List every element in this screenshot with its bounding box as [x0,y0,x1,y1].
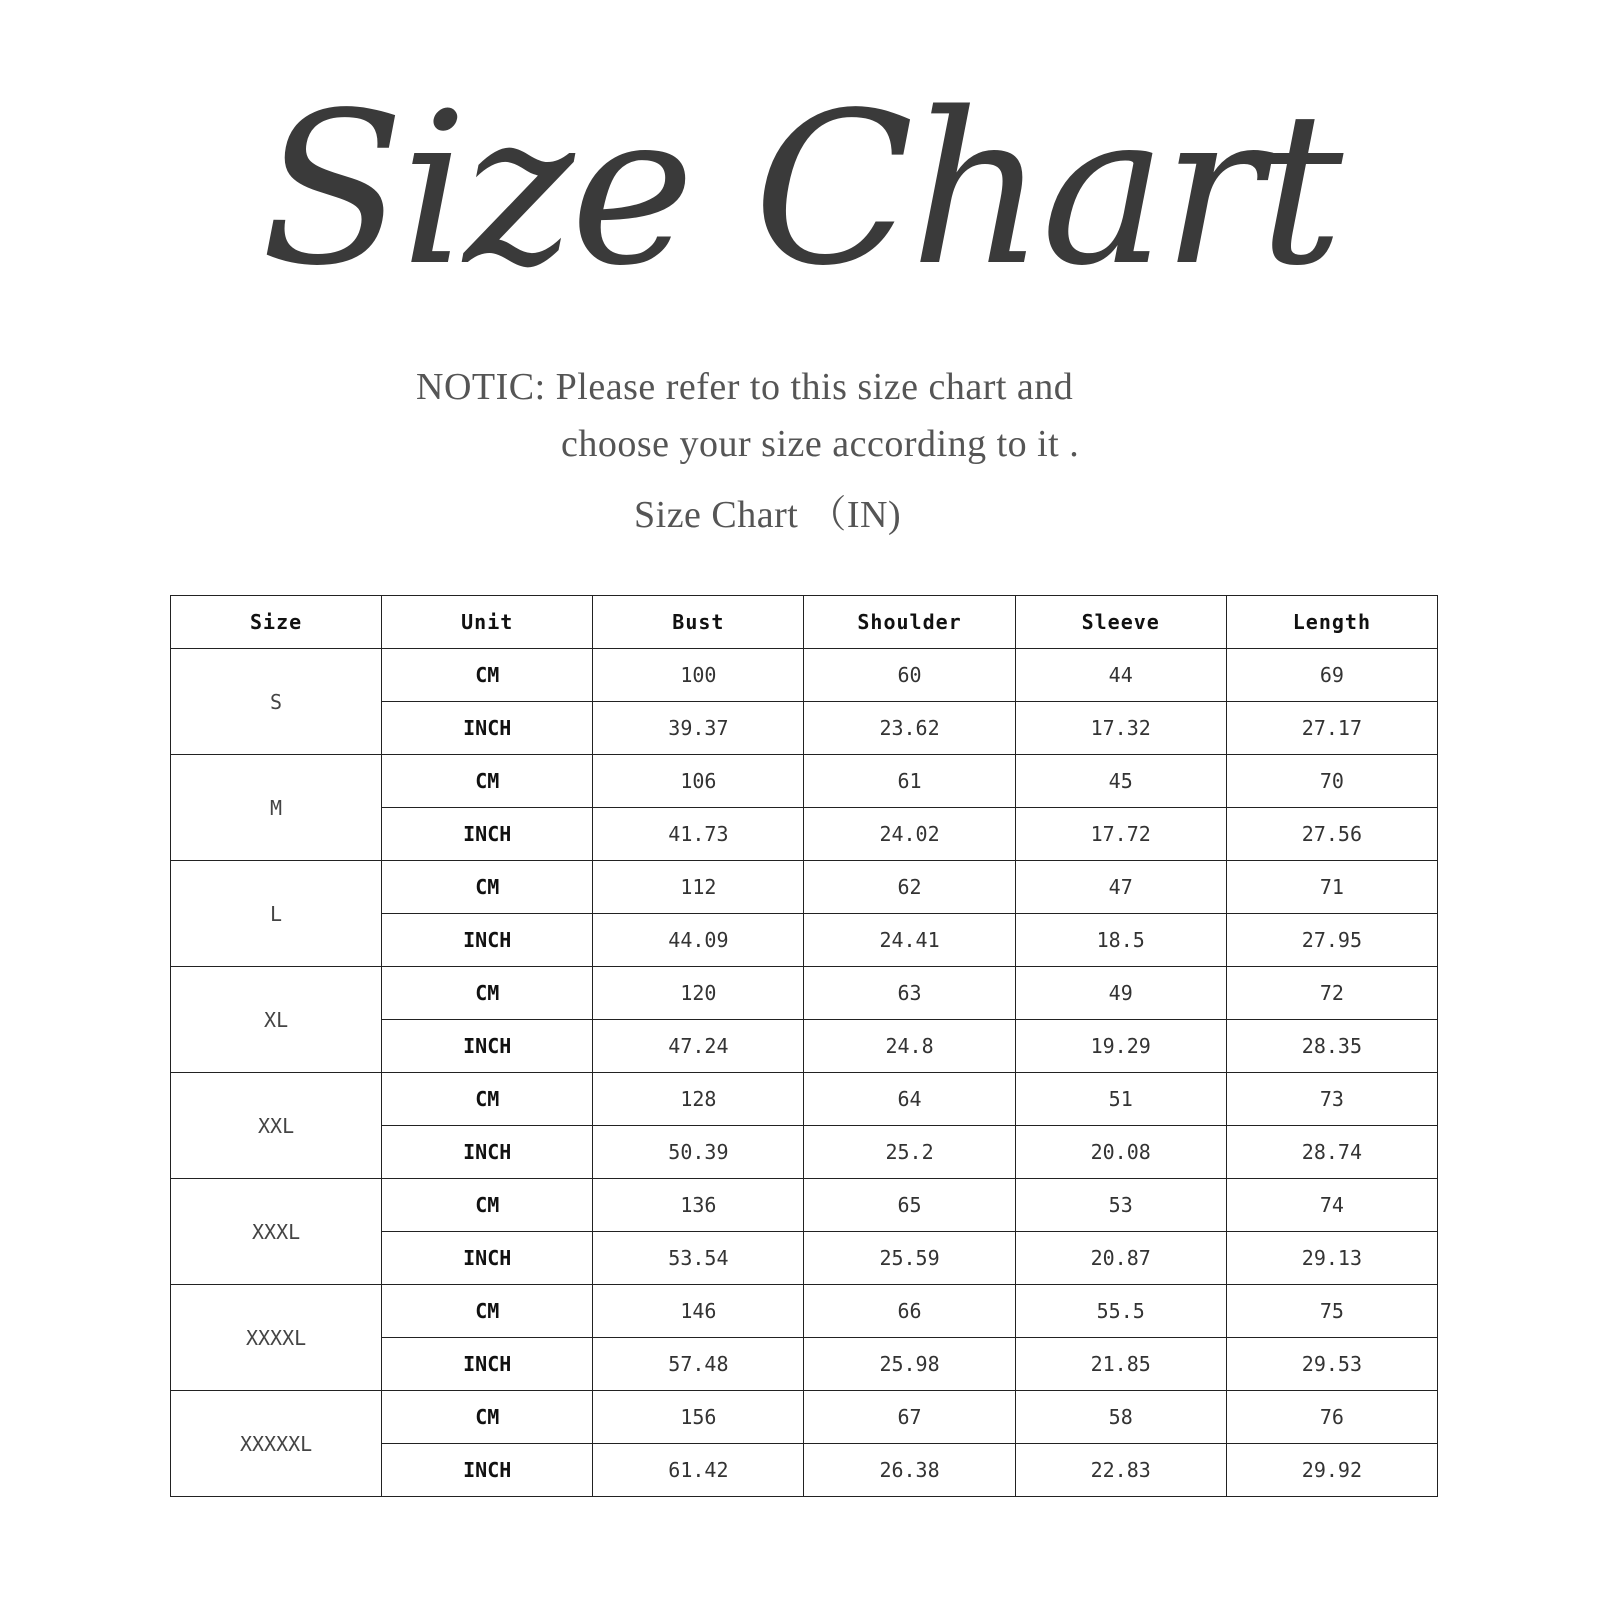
header-size: Size [171,596,382,649]
sleeve-cell: 47 [1015,861,1226,914]
unit-cell: INCH [382,1338,593,1391]
unit-cell: CM [382,1391,593,1444]
table-row [171,1285,1438,1338]
notice-line-2: choose your size according to it . [561,423,1080,465]
sleeve-cell: 51 [1015,1073,1226,1126]
unit-cell: INCH [382,914,593,967]
header-bust: Bust [593,596,804,649]
size-cell: XXXL [171,1179,382,1285]
bust-cell: 57.48 [593,1338,804,1391]
size-cell: M [171,755,382,861]
shoulder-cell: 61 [804,755,1015,808]
sleeve-cell: 18.5 [1015,914,1226,967]
table-header-row [171,596,1438,649]
bust-cell: 100 [593,649,804,702]
length-cell: 28.35 [1226,1020,1437,1073]
length-cell: 27.56 [1226,808,1437,861]
sleeve-cell: 20.08 [1015,1126,1226,1179]
table-row [171,1179,1438,1232]
bust-cell: 41.73 [593,808,804,861]
header-unit: Unit [382,596,593,649]
notice-subtitle: Size Chart （IN) [634,494,902,536]
unit-cell: CM [382,1285,593,1338]
shoulder-cell: 66 [804,1285,1015,1338]
sleeve-cell: 21.85 [1015,1338,1226,1391]
bust-cell: 50.39 [593,1126,804,1179]
shoulder-cell: 60 [804,649,1015,702]
shoulder-cell: 24.41 [804,914,1015,967]
sleeve-cell: 17.32 [1015,702,1226,755]
length-cell: 73 [1226,1073,1437,1126]
bust-cell: 47.24 [593,1020,804,1073]
shoulder-cell: 25.59 [804,1232,1015,1285]
sleeve-cell: 22.83 [1015,1444,1226,1497]
table-row [171,1391,1438,1444]
size-cell: XL [171,967,382,1073]
length-cell: 28.74 [1226,1126,1437,1179]
bust-cell: 120 [593,967,804,1020]
bust-cell: 128 [593,1073,804,1126]
header-length: Length [1226,596,1437,649]
page-title: Size Chart [260,67,1340,312]
unit-cell: INCH [382,1020,593,1073]
size-cell: S [171,649,382,755]
unit-cell: INCH [382,702,593,755]
size-cell: XXXXXL [171,1391,382,1497]
sleeve-cell: 45 [1015,755,1226,808]
bust-cell: 156 [593,1391,804,1444]
unit-cell: CM [382,1073,593,1126]
size-cell: XXXXL [171,1285,382,1391]
shoulder-cell: 67 [804,1391,1015,1444]
table-row [171,861,1438,914]
unit-cell: CM [382,649,593,702]
sleeve-cell: 17.72 [1015,808,1226,861]
length-cell: 74 [1226,1179,1437,1232]
bust-cell: 53.54 [593,1232,804,1285]
shoulder-cell: 25.98 [804,1338,1015,1391]
shoulder-cell: 64 [804,1073,1015,1126]
sleeve-cell: 53 [1015,1179,1226,1232]
unit-cell: CM [382,755,593,808]
bust-cell: 106 [593,755,804,808]
header-sleeve: Sleeve [1015,596,1226,649]
unit-cell: INCH [382,808,593,861]
length-cell: 71 [1226,861,1437,914]
shoulder-cell: 65 [804,1179,1015,1232]
sleeve-cell: 20.87 [1015,1232,1226,1285]
size-cell: L [171,861,382,967]
unit-cell: INCH [382,1126,593,1179]
shoulder-cell: 62 [804,861,1015,914]
length-cell: 70 [1226,755,1437,808]
size-chart-table [170,595,1438,1497]
shoulder-cell: 24.02 [804,808,1015,861]
table-row [171,967,1438,1020]
unit-cell: CM [382,967,593,1020]
length-cell: 29.13 [1226,1232,1437,1285]
unit-cell: CM [382,861,593,914]
shoulder-cell: 26.38 [804,1444,1015,1497]
bust-cell: 39.37 [593,702,804,755]
bust-cell: 112 [593,861,804,914]
sleeve-cell: 44 [1015,649,1226,702]
length-cell: 27.95 [1226,914,1437,967]
bust-cell: 61.42 [593,1444,804,1497]
shoulder-cell: 63 [804,967,1015,1020]
unit-cell: INCH [382,1444,593,1497]
length-cell: 72 [1226,967,1437,1020]
length-cell: 29.53 [1226,1338,1437,1391]
bust-cell: 146 [593,1285,804,1338]
length-cell: 27.17 [1226,702,1437,755]
notice-line-1: NOTIC: Please refer to this size chart and [416,366,1074,408]
unit-cell: CM [382,1179,593,1232]
sleeve-cell: 58 [1015,1391,1226,1444]
sleeve-cell: 55.5 [1015,1285,1226,1338]
shoulder-cell: 24.8 [804,1020,1015,1073]
sleeve-cell: 19.29 [1015,1020,1226,1073]
sleeve-cell: 49 [1015,967,1226,1020]
length-cell: 29.92 [1226,1444,1437,1497]
unit-cell: INCH [382,1232,593,1285]
table-row [171,755,1438,808]
length-cell: 75 [1226,1285,1437,1338]
shoulder-cell: 25.2 [804,1126,1015,1179]
length-cell: 76 [1226,1391,1437,1444]
bust-cell: 136 [593,1179,804,1232]
length-cell: 69 [1226,649,1437,702]
header-shoulder: Shoulder [804,596,1015,649]
size-cell: XXL [171,1073,382,1179]
shoulder-cell: 23.62 [804,702,1015,755]
table-row [171,649,1438,702]
bust-cell: 44.09 [593,914,804,967]
table-row [171,1073,1438,1126]
